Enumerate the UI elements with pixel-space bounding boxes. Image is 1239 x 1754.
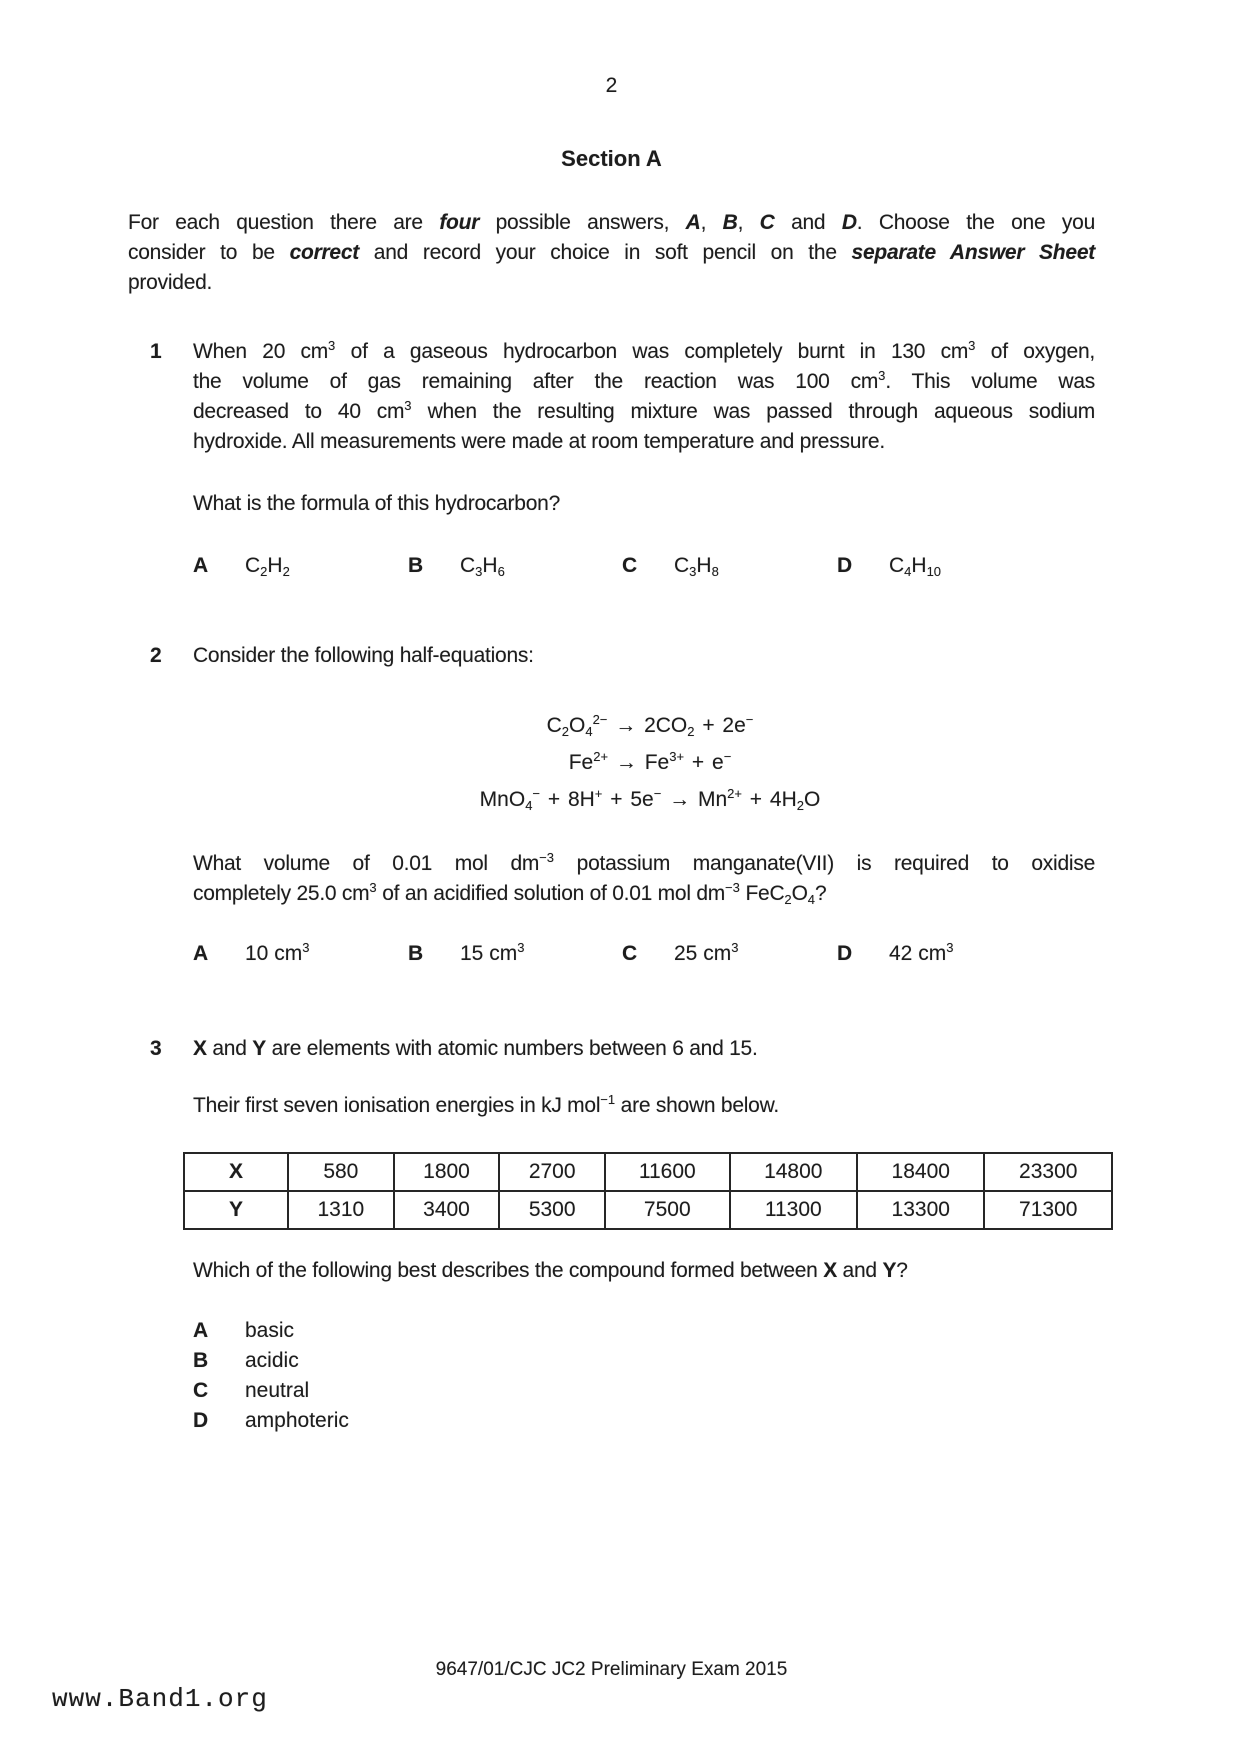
option-letter: C	[622, 554, 638, 577]
option-value: $C_3H_6$	[460, 554, 505, 579]
table-row-y	[184, 1191, 1112, 1229]
option-value: 10 $cm^3$	[245, 940, 310, 965]
table-cell: 580	[288, 1153, 394, 1191]
table-cell: 13300	[857, 1191, 984, 1229]
half-equation-3: $MnO_4^- + 8H^+ + 5e^- \to Mn^{2+} + 4H_2O$	[479, 786, 821, 813]
question-2-number: 2	[150, 644, 162, 667]
table-cell: 71300	[984, 1191, 1112, 1229]
intro-paragraph: For each question there are four possible answers, A, B, C and D. Choose the one you consider to be correct and record your choice in soft pencil on the separate Answer Sheet provided.	[128, 211, 1095, 294]
question-1-option-d	[837, 551, 941, 581]
half-equation-1: $C_2O_4^{2-} \to 2CO_2 + 2e^-$	[546, 712, 754, 739]
half-equation-2: $Fe^{2+} \to Fe^{3+} + e^-$	[568, 749, 732, 774]
watermark-url: www.Band1.org	[52, 1684, 268, 1714]
option-letter: A	[193, 942, 209, 965]
question-3-prompt: Which of the following best describes the compound formed between X and Y?	[193, 1259, 908, 1282]
option-letter: A	[193, 554, 209, 577]
option-value: $C_2H_2$	[245, 554, 290, 579]
question-2-option-c	[622, 939, 738, 969]
question-3-option-a	[193, 1316, 349, 1346]
option-label: neutral	[245, 1379, 310, 1402]
footer-doc-ref: 9647/01/CJC JC2 Preliminary Exam 2015	[435, 1659, 788, 1680]
section-title: Section A	[561, 146, 662, 171]
option-value: 15 $cm^3$	[460, 940, 525, 965]
option-value: $C_4H_{10}$	[889, 554, 942, 579]
table-cell: 14800	[730, 1153, 857, 1191]
option-letter: A	[193, 1319, 209, 1342]
question-3-option-b	[193, 1346, 349, 1376]
question-2-option-d	[837, 939, 953, 969]
option-value: 42 $cm^3$	[889, 940, 954, 965]
question-1-body: When 20 $cm^3$ of a gaseous hydrocarbon was completely burnt in 130 $cm^3$ of oxygen, the volume of gas remaining after the reaction was 100 $cm^3$. This volume was decreased to 40 $cm^3$ when the resulting mixture was passed through aqueous sodium hydroxide. All measurements were made at room temperature and pressure.	[193, 338, 1096, 453]
question-2-option-a	[193, 939, 309, 969]
table-cell: 11600	[605, 1153, 730, 1191]
option-letter: C	[622, 942, 638, 965]
row-label: Y	[184, 1191, 288, 1229]
question-3-line2: Their first seven ionisation energies in kJ mol$^{-1}$ are shown below.	[193, 1092, 779, 1117]
table-row-x	[184, 1153, 1112, 1191]
question-2-body: What volume of 0.01 mol $dm^{-3}$ potassium manganate(VII) is required to oxidise completely 25.0 $cm^3$ of an acidified solution of 0.01 mol $dm^{-3}$ $FeC_2O_4$?	[193, 850, 1095, 907]
question-2-lead: Consider the following half-equations:	[193, 644, 534, 667]
option-value: $C_3H_8$	[674, 554, 719, 579]
half-equations	[200, 707, 1100, 818]
table-cell: 18400	[857, 1153, 984, 1191]
question-1-prompt: What is the formula of this hydrocarbon?	[193, 492, 561, 515]
ionisation-energy-table	[183, 1152, 1113, 1230]
table-cell: 1800	[394, 1153, 500, 1191]
question-3-option-c	[193, 1376, 349, 1406]
option-letter: C	[193, 1379, 209, 1402]
option-letter: D	[837, 554, 853, 577]
option-letter: D	[193, 1409, 209, 1432]
question-1-option-c	[622, 551, 719, 581]
option-letter: D	[837, 942, 853, 965]
option-label: basic	[245, 1319, 295, 1342]
row-label: X	[184, 1153, 288, 1191]
table-cell: 2700	[499, 1153, 605, 1191]
question-3-options	[193, 1316, 349, 1436]
table-cell: 1310	[288, 1191, 394, 1229]
table-cell: 23300	[984, 1153, 1112, 1191]
question-3-line1: X and Y are elements with atomic numbers between 6 and 15.	[193, 1037, 758, 1060]
option-letter: B	[193, 1349, 209, 1372]
question-1-option-b	[408, 551, 505, 581]
option-label: acidic	[245, 1349, 299, 1372]
question-1-option-a	[193, 551, 290, 581]
page-number: 2	[605, 74, 618, 97]
table-cell: 11300	[730, 1191, 857, 1229]
question-3-option-d	[193, 1406, 349, 1436]
table-cell: 3400	[394, 1191, 500, 1229]
option-letter: B	[408, 554, 424, 577]
question-1-number: 1	[150, 340, 162, 363]
table-cell: 7500	[605, 1191, 730, 1229]
option-letter: B	[408, 942, 424, 965]
option-label: amphoteric	[245, 1409, 349, 1432]
question-2-option-b	[408, 939, 524, 969]
table-cell: 5300	[499, 1191, 605, 1229]
option-value: 25 $cm^3$	[674, 940, 739, 965]
question-3-number: 3	[150, 1037, 162, 1060]
